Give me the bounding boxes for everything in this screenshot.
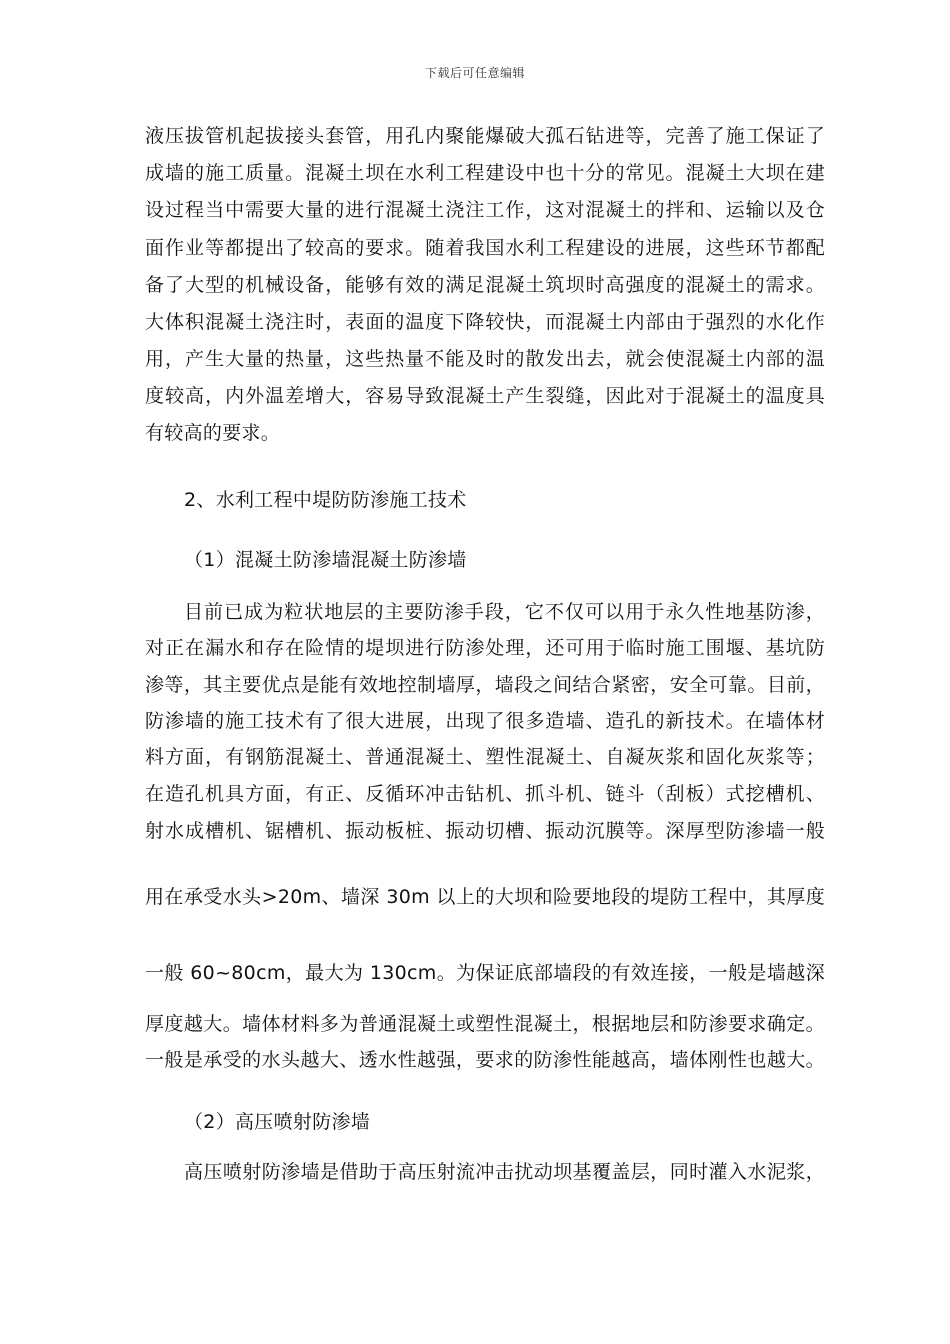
subsection-heading: （2）高压喷射防渗墙 bbox=[184, 1111, 371, 1133]
paragraph-line: 液压拔管机起拔接头套管，用孔内聚能爆破大孤石钻进等，完善了施工保证了 bbox=[145, 125, 825, 147]
paragraph-line: 目前已成为粒状地层的主要防渗手段，它不仅可以用于永久性地基防渗， bbox=[184, 601, 825, 623]
paragraph-line: 备了大型的机械设备，能够有效的满足混凝土筑坝时高强度的混凝土的需求。 bbox=[145, 274, 825, 296]
paragraph-line: 用在承受水头>20m、墙深 30m 以上的大坝和险要地段的堤防工程中，其厚度 bbox=[145, 886, 825, 908]
paragraph-line: 一般 60~80cm，最大为 130cm。为保证底部墙段的有效连接，一般是墙越深 bbox=[145, 962, 825, 984]
paragraph-line: 有较高的要求。 bbox=[145, 422, 281, 444]
paragraph-line: 防渗墙的施工技术有了很大进展，出现了很多造墙、造孔的新技术。在墙体材 bbox=[145, 710, 825, 732]
paragraph-line: 渗等，其主要优点是能有效地控制墙厚，墙段之间结合紧密，安全可靠。目前， bbox=[145, 674, 825, 696]
paragraph-line: 用，产生大量的热量，这些热量不能及时的散发出去，就会使混凝土内部的温 bbox=[145, 348, 825, 370]
paragraph-line: 厚度越大。墙体材料多为普通混凝土或塑性混凝土，根据地层和防渗要求确定。 bbox=[145, 1013, 825, 1035]
paragraph-line: 料方面，有钢筋混凝土、普通混凝土、塑性混凝土、自凝灰浆和固化灰浆等； bbox=[145, 746, 825, 768]
section-heading: 2、水利工程中堤防防渗施工技术 bbox=[184, 489, 467, 511]
paragraph-line: 射水成槽机、锯槽机、振动板桩、振动切槽、振动沉膜等。深厚型防渗墙一般 bbox=[145, 820, 825, 842]
paragraph-line: 大体积混凝土浇注时，表面的温度下降较快，而混凝土内部由于强烈的水化作 bbox=[145, 311, 825, 333]
paragraph-line: 成墙的施工质量。混凝土坝在水利工程建设中也十分的常见。混凝土大坝在建 bbox=[145, 162, 825, 184]
paragraph-line: 对正在漏水和存在险情的堤坝进行防渗处理，还可用于临时施工围堰、基坑防 bbox=[145, 637, 825, 659]
paragraph-line: 高压喷射防渗墙是借助于高压射流冲击扰动坝基覆盖层，同时灌入水泥浆， bbox=[184, 1161, 825, 1183]
paragraph-line: 在造孔机具方面，有正、反循环冲击钻机、抓斗机、链斗（刮板）式挖槽机、 bbox=[145, 783, 825, 805]
paragraph-line: 一般是承受的水头越大、透水性越强，要求的防渗性能越高，墙体刚性也越大。 bbox=[145, 1049, 825, 1071]
paragraph-line: 度较高，内外温差增大，容易导致混凝土产生裂缝，因此对于混凝土的温度具 bbox=[145, 385, 825, 407]
page-header: 下载后可任意编辑 bbox=[424, 66, 525, 80]
subsection-heading: （1）混凝土防渗墙混凝土防渗墙 bbox=[184, 549, 467, 571]
paragraph-line: 面作业等都提出了较高的要求。随着我国水利工程建设的进展，这些环节都配 bbox=[145, 237, 825, 259]
paragraph-line: 设过程当中需要大量的进行混凝土浇注工作，这对混凝土的拌和、运输以及仓 bbox=[145, 199, 825, 221]
